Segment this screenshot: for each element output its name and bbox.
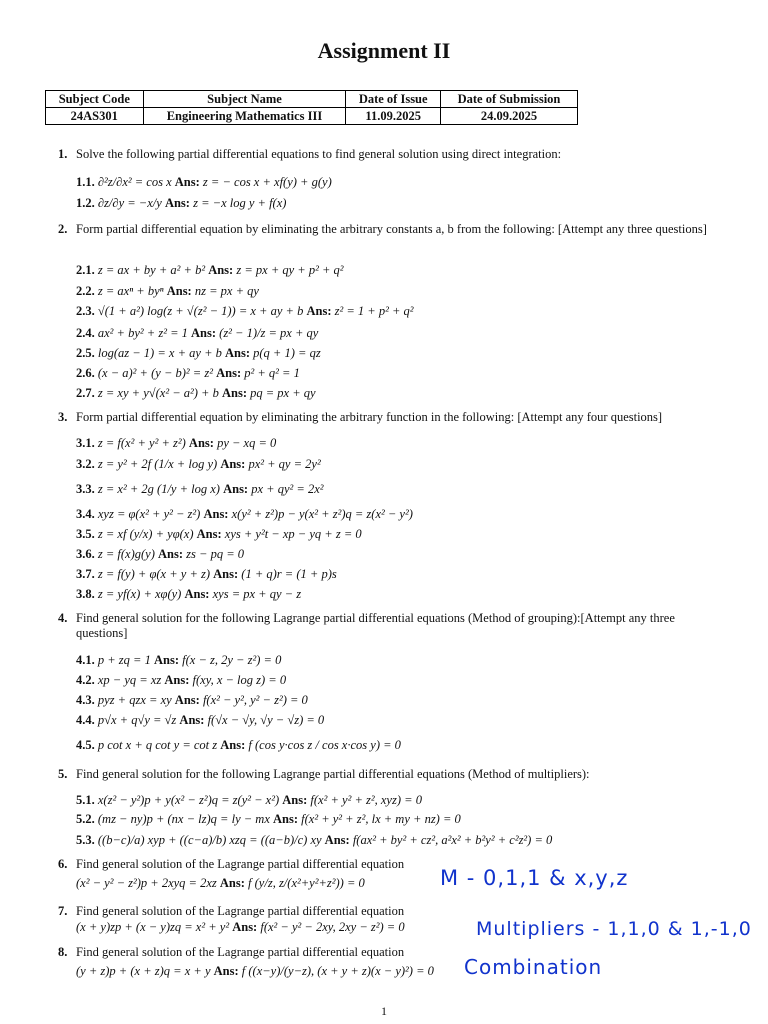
equation: ((b−c)/a) xyp + ((c−a)/b) xzq = ((a−b)/c) xy xyxy=(97,833,322,847)
equation: z = xf (y/x) + yφ(x) xyxy=(97,527,194,541)
answer: f (y/z, z/(x²+y²+z²)) = 0 xyxy=(248,876,365,890)
ans-label: Ans: xyxy=(306,304,332,318)
answer: f(x² − y², y² − z²) = 0 xyxy=(202,693,308,707)
equation: xyz = φ(x² + y² − z²) xyxy=(97,507,201,521)
page-number: 1 xyxy=(381,1004,387,1018)
ans-label: Ans: xyxy=(154,653,180,667)
ans-label: Ans: xyxy=(213,567,239,581)
subquestion-3-7 xyxy=(76,567,337,582)
equation: xp − yq = xz xyxy=(97,673,162,687)
subquestion-number: 2.2. xyxy=(76,284,95,298)
subquestion-number: 3.6. xyxy=(76,547,95,561)
subquestion-2-5 xyxy=(76,346,321,361)
equation: √(1 + a²) log(z + √(z² − 1)) = x + ay + b xyxy=(97,304,304,318)
equation: (mz − ny)p + (nx − lz)q = ly − mx xyxy=(97,812,270,826)
subquestion-3-5 xyxy=(76,527,362,542)
subquestion-number: 4.4. xyxy=(76,713,95,727)
question-number: 7. xyxy=(58,904,68,918)
answer: px + qy² = 2x² xyxy=(251,482,324,496)
question-text: Form partial differential equation by eliminating the arbitrary constants a, b from the following: [Attempt any three questions] xyxy=(76,222,707,236)
subquestion-7 xyxy=(76,920,405,935)
question-number: 4. xyxy=(58,611,68,625)
answer: z = −x log y + f(x) xyxy=(193,196,287,210)
subquestion-5-3 xyxy=(76,833,552,848)
table-header: Subject Name xyxy=(143,91,346,108)
subquestion-2-2 xyxy=(76,284,259,299)
subquestion-3-8 xyxy=(76,587,301,602)
subquestion-2-3 xyxy=(76,304,414,319)
subquestion-4-2 xyxy=(76,673,286,688)
equation: pyz + qzx = xy xyxy=(97,693,172,707)
subquestion-1-2 xyxy=(76,196,286,211)
equation: p + zq = 1 xyxy=(97,653,151,667)
subquestion-3-2 xyxy=(76,457,321,472)
ans-label: Ans: xyxy=(282,793,308,807)
equation: ∂z/∂y = −x/y xyxy=(97,196,162,210)
subject-info-table xyxy=(45,90,578,125)
answer: xys = px + qy − z xyxy=(212,587,302,601)
table-cell: 24.09.2025 xyxy=(440,108,577,125)
ans-label: Ans: xyxy=(174,175,200,189)
answer: z² = 1 + p² + q² xyxy=(334,304,414,318)
ans-label: Ans: xyxy=(196,527,222,541)
subquestion-number: 1.1. xyxy=(76,175,95,189)
ans-label: Ans: xyxy=(273,812,299,826)
subquestion-8 xyxy=(76,964,434,979)
subquestion-4-4 xyxy=(76,713,324,728)
subquestion-3-1 xyxy=(76,436,276,451)
subquestion-number: 3.3. xyxy=(76,482,95,496)
ans-label: Ans: xyxy=(208,263,234,277)
answer: py − xq = 0 xyxy=(217,436,277,450)
answer: f(ax² + by² + cz², a²x² + b²y² + c²z²) = 0 xyxy=(352,833,553,847)
question-text: Find general solution of the Lagrange partial differential equation xyxy=(76,857,405,871)
subquestion-number: 3.5. xyxy=(76,527,95,541)
ans-label: Ans: xyxy=(203,507,229,521)
subquestion-number: 4.1. xyxy=(76,653,95,667)
ans-label: Ans: xyxy=(191,326,217,340)
answer: px² + qy = 2y² xyxy=(248,457,321,471)
ans-label: Ans: xyxy=(232,920,258,934)
subquestion-number: 4.2. xyxy=(76,673,95,687)
ans-label: Ans: xyxy=(184,587,210,601)
subquestion-5-2 xyxy=(76,812,461,827)
table-cell: Engineering Mathematics III xyxy=(143,108,346,125)
ans-label: Ans: xyxy=(174,693,200,707)
subquestion-2-6 xyxy=(76,366,300,381)
ans-label: Ans: xyxy=(225,346,251,360)
equation: z = f(x² + y² + z²) xyxy=(97,436,186,450)
ans-label: Ans: xyxy=(213,964,239,978)
equation: z = f(x)g(y) xyxy=(97,547,155,561)
subquestion-number: 2.6. xyxy=(76,366,95,380)
subquestion-number: 3.4. xyxy=(76,507,95,521)
handwritten-note-multipliers-6: M - 0,1,1 & x,y,z xyxy=(440,866,629,890)
ans-label: Ans: xyxy=(164,196,190,210)
equation: z = x² + 2g (1/y + log x) xyxy=(97,482,220,496)
equation: (x − a)² + (y − b)² = z² xyxy=(97,366,213,380)
handwritten-note-combination: Combination xyxy=(464,955,603,979)
answer: xys + y²t − xp − yq + z = 0 xyxy=(224,527,362,541)
answer: f(x² − y² − 2xy, 2xy − z²) = 0 xyxy=(260,920,405,934)
subquestion-5-1 xyxy=(76,793,422,808)
question-text: Form partial differential equation by eliminating the arbitrary function in the following: [Attempt any four questions] xyxy=(76,410,663,424)
subquestion-number: 1.2. xyxy=(76,196,95,210)
table-header: Date of Issue xyxy=(346,91,441,108)
subquestion-2-7 xyxy=(76,386,316,401)
equation: z = axⁿ + byⁿ xyxy=(97,284,164,298)
subquestion-number: 5.3. xyxy=(76,833,95,847)
equation: z = y² + 2f (1/x + log y) xyxy=(97,457,218,471)
subquestion-number: 3.7. xyxy=(76,567,95,581)
answer: (z² − 1)/z = px + qy xyxy=(219,326,319,340)
answer: z = px + qy + p² + q² xyxy=(236,263,344,277)
equation: log(az − 1) = x + ay + b xyxy=(97,346,222,360)
answer: f(xy, x − log z) = 0 xyxy=(192,673,287,687)
subquestion-number: 3.1. xyxy=(76,436,95,450)
equation: z = f(y) + φ(x + y + z) xyxy=(97,567,211,581)
answer: z = − cos x + xf(y) + g(y) xyxy=(202,175,332,189)
subquestion-number: 3.2. xyxy=(76,457,95,471)
answer: (1 + q)r = (1 + p)s xyxy=(241,567,337,581)
ans-label: Ans: xyxy=(188,436,214,450)
answer: f(√x − √y, √y − √z) = 0 xyxy=(207,713,325,727)
subquestion-number: 5.1. xyxy=(76,793,95,807)
equation: ax² + by² + z² = 1 xyxy=(97,326,188,340)
subquestion-number: 2.5. xyxy=(76,346,95,360)
question-number: 1. xyxy=(58,147,68,161)
answer: f (cos y·cos z / cos x·cos y) = 0 xyxy=(248,738,401,752)
question-text: Find general solution for the following Lagrange partial differential equations (Method of grouping):[Attempt any three questions] xyxy=(76,611,675,640)
subquestion-2-1 xyxy=(76,263,344,278)
subquestion-number: 5.2. xyxy=(76,812,95,826)
subquestion-number: 2.1. xyxy=(76,263,95,277)
question-text: Find general solution of the Lagrange partial differential equation xyxy=(76,945,405,959)
subquestion-3-3 xyxy=(76,482,324,497)
subquestion-4-3 xyxy=(76,693,308,708)
equation: (x² − y² − z²)p + 2xyq = 2xz xyxy=(76,876,217,890)
ans-label: Ans: xyxy=(220,738,246,752)
question-number: 6. xyxy=(58,857,68,871)
question-number: 8. xyxy=(58,945,68,959)
subquestion-number: 2.7. xyxy=(76,386,95,400)
question-number: 3. xyxy=(58,410,68,424)
subquestion-1-1 xyxy=(76,175,332,190)
equation: x(z² − y²)p + y(x² − z²)q = z(y² − x²) xyxy=(97,793,280,807)
table-cell: 11.09.2025 xyxy=(346,108,441,125)
question-text: Find general solution for the following Lagrange partial differential equations (Method of multipliers): xyxy=(76,767,590,781)
equation: (x + y)zp + (x − y)zq = x² + y² xyxy=(76,920,230,934)
subquestion-number: 4.5. xyxy=(76,738,95,752)
table-cell: 24AS301 xyxy=(46,108,144,125)
ans-label: Ans: xyxy=(216,366,242,380)
equation: z = xy + y√(x² − a²) + b xyxy=(97,386,219,400)
ans-label: Ans: xyxy=(221,386,247,400)
subquestion-2-4 xyxy=(76,326,318,341)
answer: x(y² + z²)p − y(x² + z²)q = z(x² − y²) xyxy=(231,507,413,521)
subquestion-number: 4.3. xyxy=(76,693,95,707)
ans-label: Ans: xyxy=(220,457,246,471)
ans-label: Ans: xyxy=(324,833,350,847)
answer: f ((x−y)/(y−z), (x + y + z)(x − y)²) = 0 xyxy=(241,964,434,978)
question-text: Find general solution of the Lagrange partial differential equation xyxy=(76,904,405,918)
question-number: 5. xyxy=(58,767,68,781)
table-header-row xyxy=(46,91,578,108)
subquestion-4-1 xyxy=(76,653,281,668)
subquestion-number: 2.3. xyxy=(76,304,95,318)
question-number: 2. xyxy=(58,222,68,236)
table-header: Date of Submission xyxy=(440,91,577,108)
equation: z = yf(x) + xφ(y) xyxy=(97,587,182,601)
answer: p² + q² = 1 xyxy=(244,366,300,380)
table-row xyxy=(46,108,578,125)
ans-label: Ans: xyxy=(164,673,190,687)
answer: f(x² + y² + z², xyz) = 0 xyxy=(310,793,422,807)
subquestion-4-5 xyxy=(76,738,401,753)
ans-label: Ans: xyxy=(166,284,192,298)
equation: p cot x + q cot y = cot z xyxy=(97,738,218,752)
answer: nz = px + qy xyxy=(194,284,259,298)
question-text: Solve the following partial differential equations to find general solution using direct integration: xyxy=(76,147,562,161)
subquestion-3-6 xyxy=(76,547,244,562)
equation: (y + z)p + (x + z)q = x + y xyxy=(76,964,211,978)
answer: f(x² + y² + z², lx + my + nz) = 0 xyxy=(301,812,461,826)
ans-label: Ans: xyxy=(179,713,205,727)
answer: zs − pq = 0 xyxy=(186,547,245,561)
equation: p√x + q√y = √z xyxy=(97,713,177,727)
ans-label: Ans: xyxy=(223,482,249,496)
ans-label: Ans: xyxy=(158,547,184,561)
subquestion-number: 2.4. xyxy=(76,326,95,340)
answer: pq = px + qy xyxy=(250,386,316,400)
table-header: Subject Code xyxy=(46,91,144,108)
ans-label: Ans: xyxy=(219,876,245,890)
answer: p(q + 1) = qz xyxy=(253,346,321,360)
answer: f(x − z, 2y − z²) = 0 xyxy=(182,653,282,667)
handwritten-note-multipliers-7: Multipliers - 1,1,0 & 1,-1,0 xyxy=(476,918,752,940)
subquestion-number: 3.8. xyxy=(76,587,95,601)
equation: ∂²z/∂x² = cos x xyxy=(97,175,172,189)
equation: z = ax + by + a² + b² xyxy=(97,263,206,277)
page-title: Assignment II xyxy=(317,38,451,63)
subquestion-6 xyxy=(76,876,365,891)
subquestion-3-4 xyxy=(76,507,413,522)
